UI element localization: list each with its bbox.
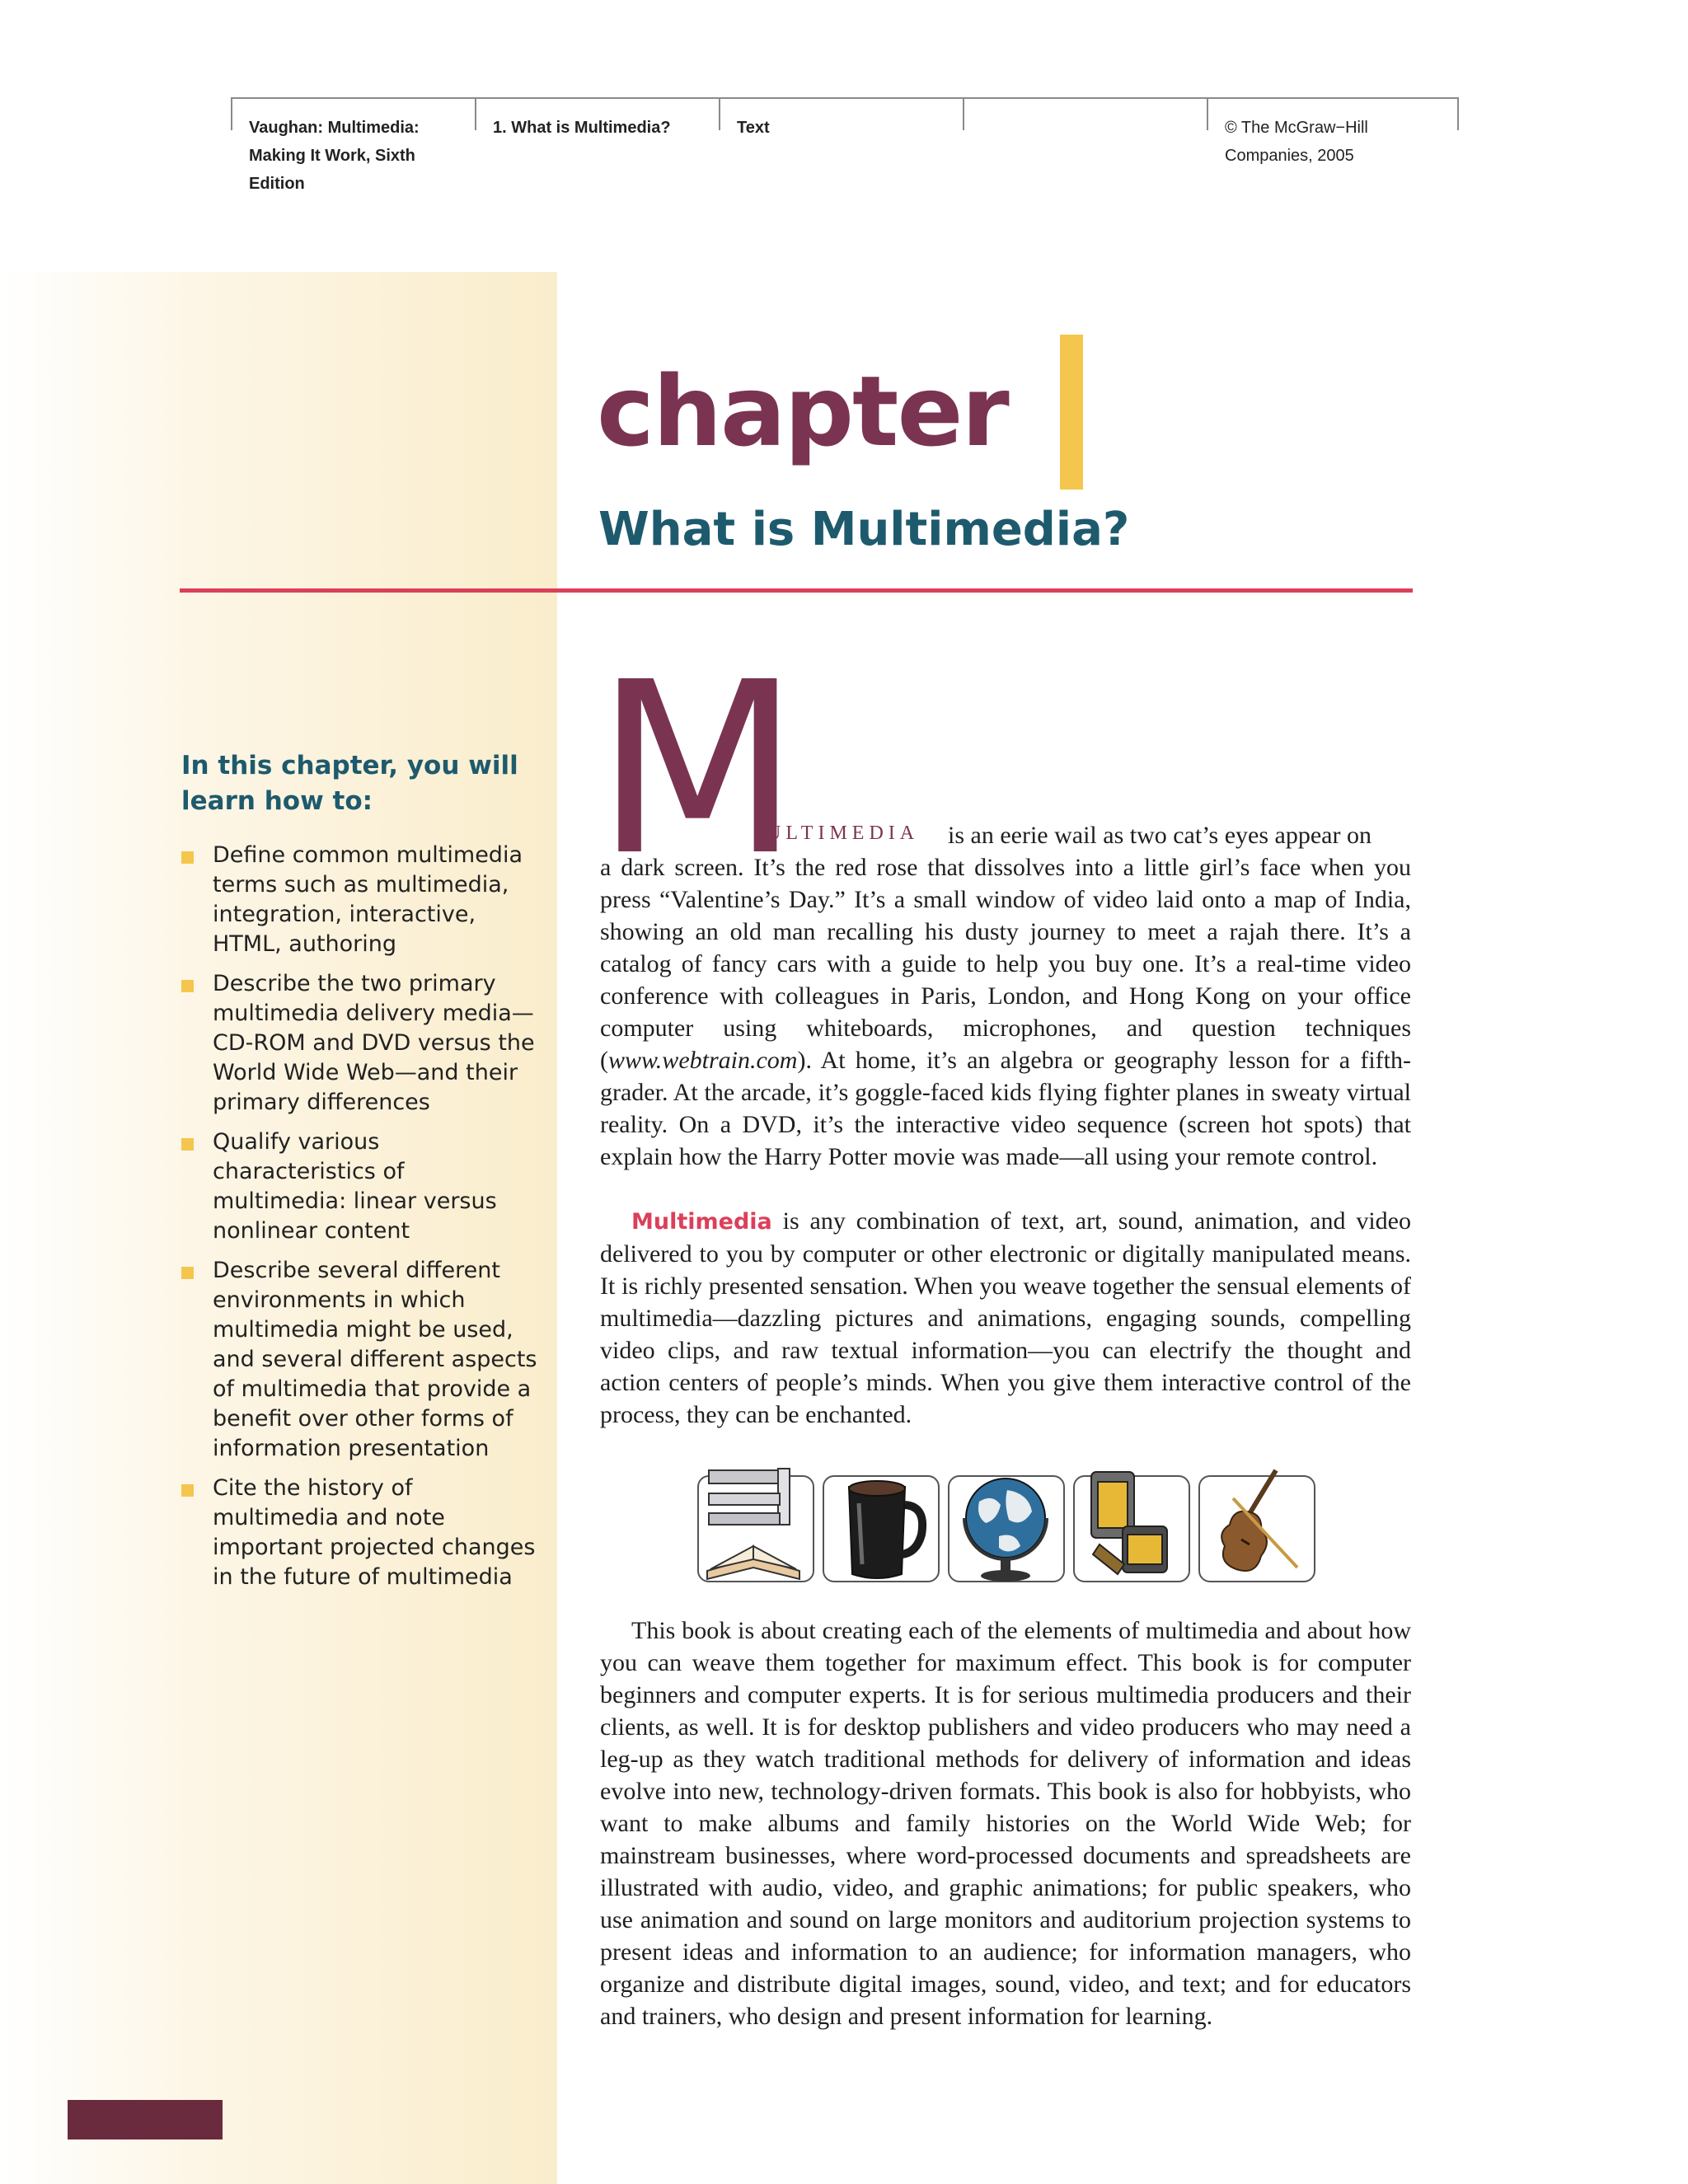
media-icon-strip — [697, 1465, 1317, 1581]
globe-icon — [948, 1475, 1065, 1582]
list-item: Define common multimedia terms such as multimedia, integration, interactive, HTML, authoring — [181, 841, 544, 959]
bullet-square-icon — [181, 851, 194, 864]
violin-icon — [1198, 1475, 1315, 1582]
first-word-smallcaps: ULTIMEDIA — [767, 823, 920, 844]
keyword-multimedia: Multimedia — [631, 1209, 772, 1235]
list-item: Cite the history of multimedia and note important projected changes in the future of multimedia — [181, 1474, 544, 1592]
chapter-title: What is Multimedia? — [598, 503, 1130, 556]
bullet-square-icon — [181, 1484, 194, 1497]
list-item: Describe several different environments in which multimedia might be used, and several different aspects of multimedia that provide a benefit over other forms of information presentation — [181, 1256, 544, 1464]
header-cell-empty — [963, 97, 1207, 199]
header-cell-chapter — [475, 97, 719, 199]
paragraph-1: a dark screen. It’s the red rose that dissolves into a little girl’s face when you press “Valentine’s Day.” It’s a small window of video laid onto a map of India, showing an old man recalling his dusty journey to meet a rajah there. It’s a catalog of fancy cars with a guide to help you buy one. It’s a real-time video conference with colleagues in Paris, London, and Hong Kong on your office computer using whiteboards, microphones, and question techniques (www.webtrain.com). At home, it’s an algebra or geography lesson for a fifth-grader. At the arcade, it’s goggle-faced kids flying fighter planes in sweaty virtual reality. On a DVD, it’s the interactive video sequence (screen hot spots) that explain how the Harry Potter movie was made—all using your remote control. — [600, 854, 1411, 1170]
objectives-heading: In this chapter, you will learn how to: — [181, 751, 518, 816]
header-section: Text — [737, 119, 770, 137]
bullet-square-icon — [181, 1138, 194, 1151]
header-book-line: Edition — [249, 175, 305, 193]
bullet-square-icon — [181, 1267, 194, 1279]
list-item: Qualify various characteristics of multimedia: linear versus nonlinear content — [181, 1127, 544, 1246]
running-header — [231, 97, 1459, 199]
chapter-number-bar — [1060, 335, 1083, 490]
header-cell-section — [719, 97, 963, 199]
drop-cap: M — [595, 631, 800, 907]
chapter-label: chapter — [597, 354, 1008, 468]
paragraph-3: This book is about creating each of the elements of multimedia and about how you can weave them together for maximum effect. This book is for computer beginners and computer experts. It is for serious multimedia producers and their clients, as well. It is for desktop publishers and video producers who may need a leg-up as they watch traditional methods for delivery of information and ideas evolve into new, technology-driven formats. This book is also for hobbyists, who want to make albums and family histories on the World Wide Web; for mainstream businesses, where word-processed documents and spreadsheets are illustrated with audio, video, and graphic animations; for public speakers, who use animation and sound on large monitors and auditorium projection systems to present ideas and information to an audience; for information managers, who organize and distribute digital images, sound, video, and text; and for educators and trainers, who design and present information for learning. — [600, 1617, 1411, 2030]
list-item: Describe the two primary multimedia delivery media—CD-ROM and DVD versus the World Wide Web—and their primary differences — [181, 969, 544, 1118]
objectives-list — [181, 841, 544, 1602]
webtrain-link-text: www.webtrain.com — [608, 1047, 798, 1074]
header-chapter: 1. What is Multimedia? — [493, 119, 671, 137]
header-copyright-line: © The McGraw−Hill — [1225, 119, 1368, 137]
paragraph-2: Multimedia is any combination of text, art, sound, animation, and video delivered to you by computer or other electronic or digitally manipulated means. It is richly presented sensation. When you weave together the sensual elements of multimedia—dazzling pictures and animations, engaging sounds, compelling video clips, and raw textual information—you can electrify the thought and action centers of people’s minds. When you give them interactive control of the process, they can be enchanted. — [600, 1207, 1411, 1428]
corner-color-block — [68, 2100, 223, 2139]
film-canister-icon — [1073, 1475, 1190, 1582]
header-book-line: Vaughan: Multimedia: — [249, 119, 420, 137]
coffee-mug-icon — [823, 1475, 940, 1582]
header-copyright-line: Companies, 2005 — [1225, 147, 1354, 165]
header-cell-book — [231, 97, 475, 199]
header-book-line: Making It Work, Sixth — [249, 147, 415, 165]
first-line-text: is an eerie wail as two cat’s eyes appear on — [948, 822, 1372, 849]
header-cell-copyright — [1207, 97, 1459, 199]
title-rule — [180, 588, 1413, 593]
bullet-square-icon — [181, 980, 194, 992]
books-icon — [697, 1475, 814, 1582]
